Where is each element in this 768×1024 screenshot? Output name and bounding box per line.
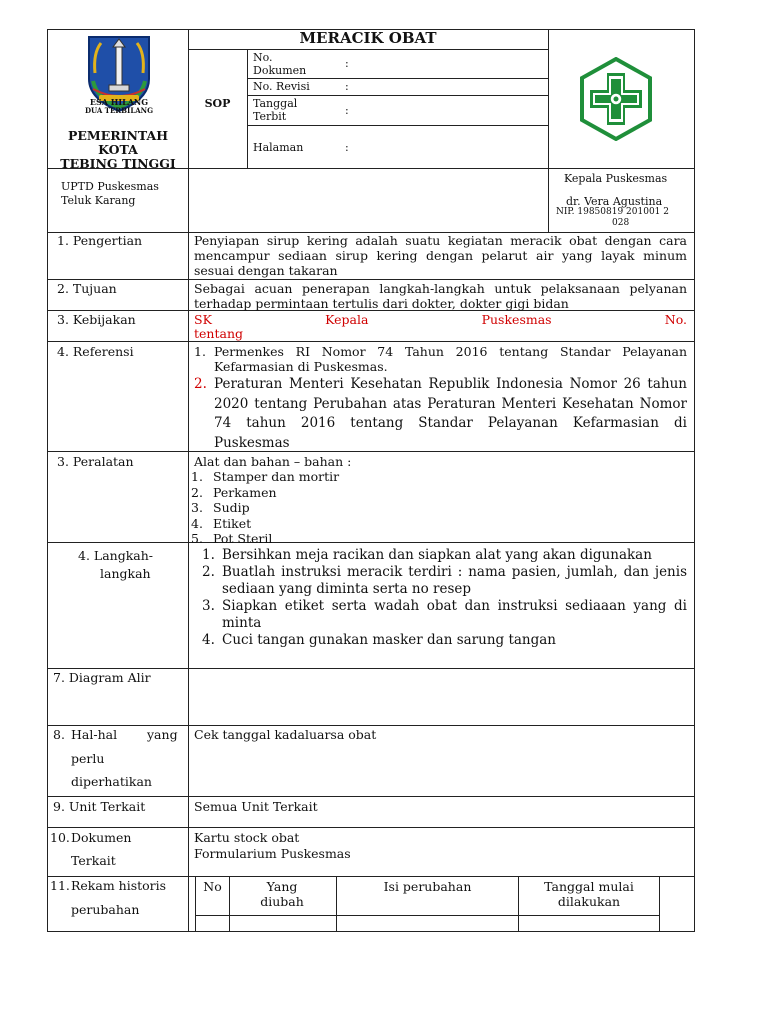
gov-line-3: TEBING TINGGI <box>60 156 176 171</box>
label-rekam-1: Rekam historis <box>71 878 167 893</box>
head-name: dr. Vera Agustina <box>566 195 663 208</box>
label-hal-2: perlu <box>71 751 105 766</box>
list-item: 3. Siapkan etiket serta wadah obat dan instruksi sediaaan yang di minta <box>202 598 687 631</box>
rekam-col-yang-diubah: Yang diubah <box>260 879 304 909</box>
field-sep: : <box>345 141 349 154</box>
unit-line-2: Teluk Karang <box>61 194 136 207</box>
list-item: 4. Etiket <box>191 515 252 531</box>
text-unit-terkait: Semua Unit Terkait <box>194 799 318 814</box>
rekam-col-no: No <box>203 879 222 894</box>
label-hal-3: diperhatikan <box>71 774 152 789</box>
list-item: 4. Cuci tangan gunakan masker dan sarung tangan <box>202 632 557 648</box>
langkah-list <box>202 547 687 649</box>
list-item: 2. Peraturan Menteri Kesehatan Republik Indonesia Nomor 26 tahun 2020 tentang Perubahan atas Peraturan Menteri Kesehatan Nomor 74 tahun 2016 tentang Standar Pelayanan Kefarmasian di Puskesmas <box>194 376 687 451</box>
label-tujuan: 2. Tujuan <box>57 281 117 296</box>
label-langkah-1: 4. Langkah- <box>78 548 154 563</box>
page-title: MERACIK OBAT <box>299 29 437 47</box>
list-item: 1. Stamper dan mortir <box>191 469 340 484</box>
unit-line-1: UPTD Puskesmas <box>61 180 159 193</box>
label-dokumen-1: Dokumen <box>71 830 132 845</box>
referensi-list <box>194 344 687 453</box>
list-item: 1. Permenkes RI Nomor 74 Tahun 2016 tentang Standar Pelayanan Kefarmasian di Puskesmas. <box>194 344 687 374</box>
label-langkah-2: langkah <box>100 566 151 581</box>
label-dokumen-2: Terkait <box>71 853 116 868</box>
field-sep: : <box>345 80 349 93</box>
list-item: 5. Pot Steril <box>191 531 273 546</box>
text-kebijakan-line-2: tentang <box>194 326 243 341</box>
label-diagram-alir: 7. Diagram Alir <box>53 670 151 685</box>
peralatan-intro: Alat dan bahan – bahan : <box>194 454 352 469</box>
gov-line-1: PEMERINTAH <box>67 128 169 143</box>
text-hal: Cek tanggal kadaluarsa obat <box>194 727 377 742</box>
list-item: 2. Perkamen <box>191 484 277 500</box>
text-tujuan: Sebagai acuan penerapan langkah-langkah untuk pelaksanaan pelyanan terhadap permintaan tertulis dari dokter, dokter gigi bidan <box>194 281 687 311</box>
sop-label: SOP <box>204 97 231 110</box>
label-referensi: 4. Referensi <box>57 344 134 359</box>
puskesmas-logo <box>580 57 652 141</box>
field-label-halaman: Halaman <box>253 141 304 154</box>
label-unit-terkait: 9. Unit Terkait <box>53 799 146 814</box>
peralatan-list <box>191 469 491 547</box>
rekam-col-tanggal: Tanggal mulai dilakukan <box>544 879 634 909</box>
text-dokumen-2: Formularium Puskesmas <box>194 846 351 861</box>
label-hal-1a: Hal-hal <box>71 727 118 742</box>
label-dokumen-num: 10. <box>50 830 70 845</box>
label-pengertian: 1. Pengertian <box>57 233 143 248</box>
label-hal-1b: yang <box>147 727 178 742</box>
list-item: 1. Bersihkan meja racikan dan siapkan alat yang akan digunakan <box>202 547 652 563</box>
head-nip-2: 028 <box>612 218 630 228</box>
logo-motto-2: DUA TERBILANG <box>84 106 154 115</box>
gov-line-2: KOTA <box>98 142 138 157</box>
field-sep: : <box>345 57 349 70</box>
head-title: Kepala Puskesmas <box>564 172 668 185</box>
field-label-no-dokumen: No. Dokumen <box>253 51 307 77</box>
text-kebijakan-line-1: SK Kepala Puskesmas No. <box>194 312 687 327</box>
label-peralatan: 3. Peralatan <box>57 454 134 469</box>
logo-motto-1: ESA HILANG <box>89 97 149 107</box>
field-sep: : <box>345 104 349 117</box>
field-label-tanggal-terbit: Tanggal Terbit <box>253 97 298 123</box>
text-dokumen-1: Kartu stock obat <box>194 830 300 845</box>
label-hal-num: 8. <box>53 727 65 742</box>
list-item: 2. Buatlah instruksi meracik terdiri : nama pasien, jumlah, dan jenis sediaan yang diminta serta no resep <box>202 564 687 597</box>
label-rekam-num: 11. <box>50 878 70 893</box>
head-nip-1: NIP. 19850819 201001 2 <box>556 207 669 217</box>
label-rekam-2: perubahan <box>71 902 140 917</box>
label-kebijakan: 3. Kebijakan <box>57 312 136 327</box>
field-label-no-revisi: No. Revisi <box>253 80 310 93</box>
rekam-col-isi-perubahan: Isi perubahan <box>383 879 472 894</box>
list-item: 3. Sudip <box>191 500 250 515</box>
text-pengertian: Penyiapan sirup kering adalah suatu kegiatan meracik obat dengan cara mencampur sediaan sirup kering dengan pelarut air yang layak minum sesuai dengan takaran <box>194 233 687 278</box>
